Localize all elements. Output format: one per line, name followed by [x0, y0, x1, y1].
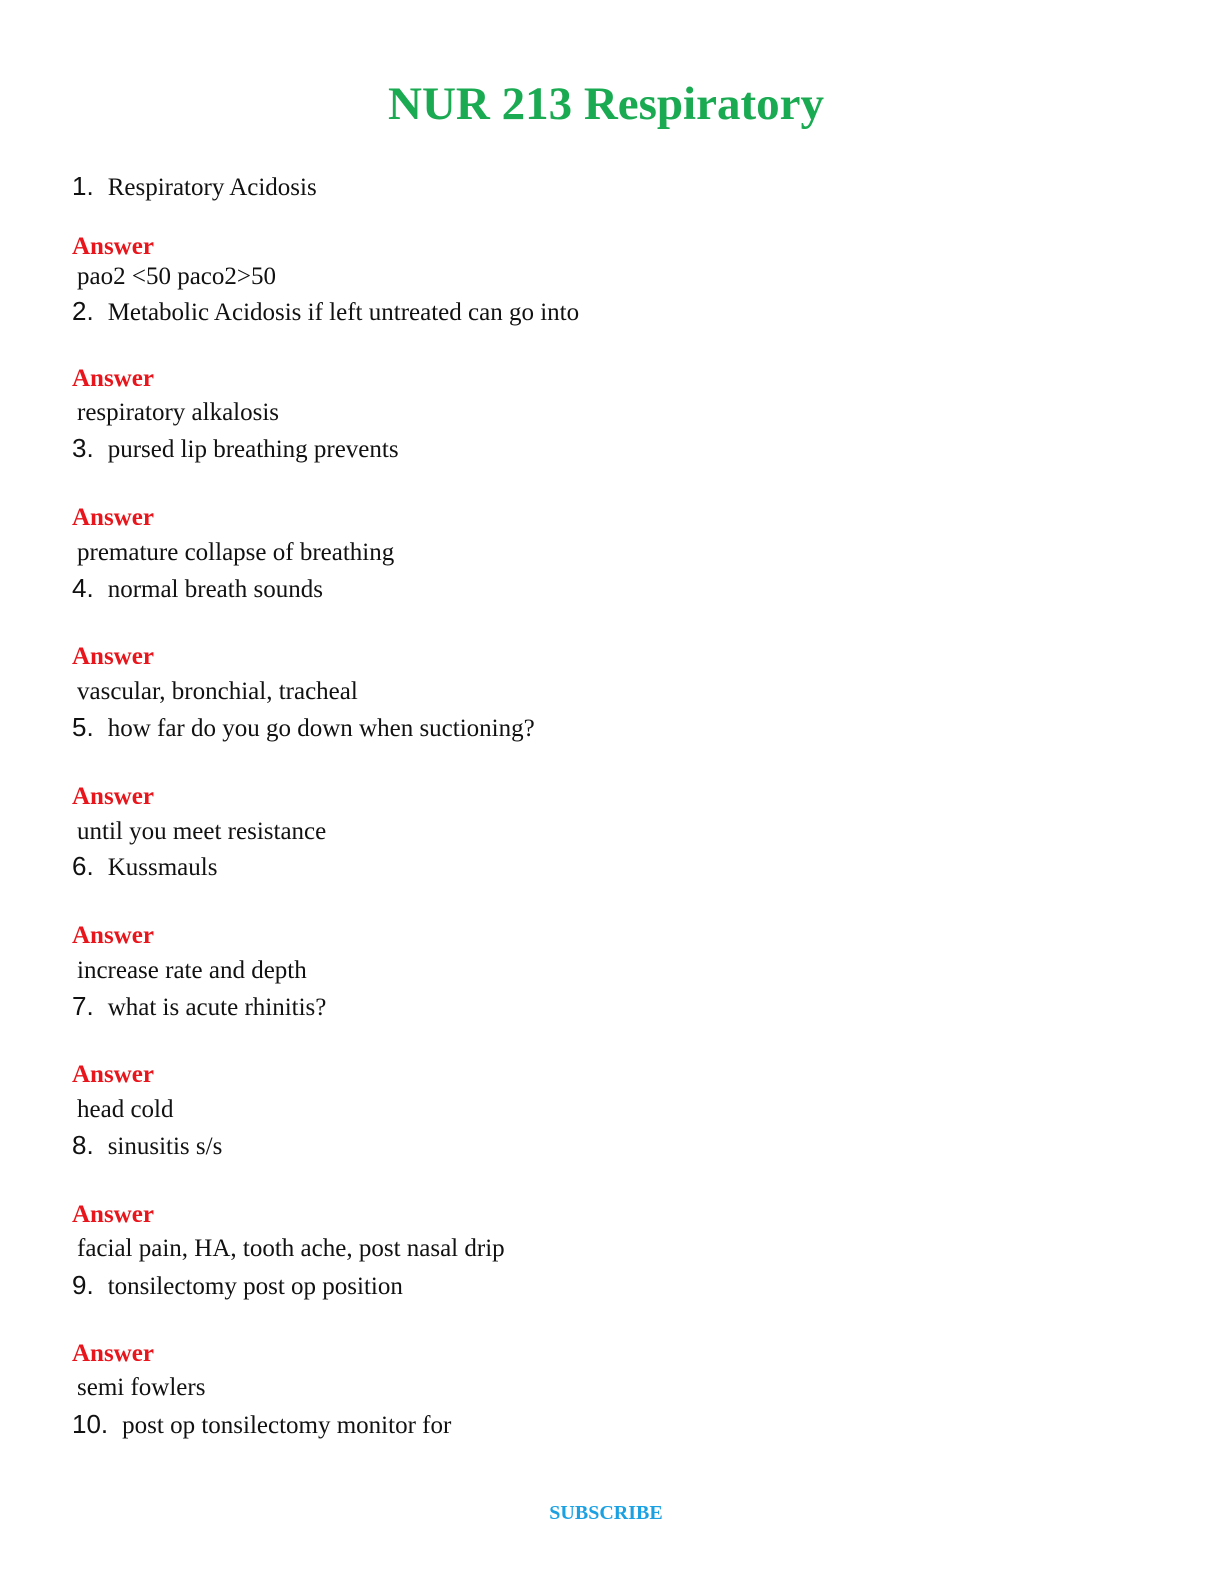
- answer-text: until you meet resistance: [77, 818, 327, 845]
- question-number: 7.: [72, 991, 94, 1021]
- answer-label: Answer: [72, 504, 154, 531]
- question-2: [72, 295, 579, 327]
- answer-label: Answer: [72, 1061, 154, 1088]
- question-text: sinusitis s/s: [107, 1133, 223, 1160]
- answer-text: respiratory alkalosis: [77, 399, 280, 426]
- question-text: Kussmauls: [107, 854, 218, 881]
- question-text: Metabolic Acidosis if left untreated can go into: [107, 299, 580, 326]
- question-4: [72, 572, 323, 604]
- question-text: pursed lip breathing prevents: [107, 436, 399, 463]
- question-number: 9.: [72, 1270, 94, 1300]
- question-number: 3.: [72, 433, 94, 463]
- answer-text: semi fowlers: [77, 1374, 206, 1401]
- question-8: [72, 1129, 222, 1161]
- answer-text: facial pain, HA, tooth ache, post nasal drip: [77, 1235, 505, 1262]
- question-6: [72, 850, 217, 882]
- question-number: 2.: [72, 296, 94, 326]
- subscribe-link[interactable]: SUBSCRIBE: [549, 1502, 663, 1524]
- question-text: tonsilectomy post op position: [107, 1273, 403, 1300]
- answer-text: pao2 <50 paco2>50: [77, 263, 276, 290]
- answer-text: premature collapse of breathing: [77, 539, 395, 566]
- question-3: [72, 432, 399, 464]
- question-1: [72, 170, 317, 202]
- question-text: how far do you go down when suctioning?: [107, 715, 535, 742]
- question-5: [72, 711, 535, 743]
- question-number: 1.: [72, 171, 94, 201]
- question-number: 5.: [72, 712, 94, 742]
- question-text: what is acute rhinitis?: [107, 994, 327, 1021]
- question-text: post op tonsilectomy monitor for: [122, 1412, 452, 1439]
- answer-label: Answer: [72, 1340, 154, 1367]
- answer-label: Answer: [72, 1201, 154, 1228]
- answer-label: Answer: [72, 922, 154, 949]
- answer-text: head cold: [77, 1096, 174, 1123]
- answer-label: Answer: [72, 233, 154, 260]
- question-10: [72, 1408, 451, 1440]
- question-7: [72, 990, 326, 1022]
- page-title: NUR 213 Respiratory: [388, 78, 824, 130]
- answer-text: increase rate and depth: [77, 957, 307, 984]
- answer-label: Answer: [72, 365, 154, 392]
- question-number: 6.: [72, 851, 94, 881]
- answer-label: Answer: [72, 643, 154, 670]
- question-text: normal breath sounds: [107, 576, 323, 603]
- question-text: Respiratory Acidosis: [107, 174, 317, 201]
- question-number: 10.: [72, 1409, 109, 1439]
- answer-label: Answer: [72, 783, 154, 810]
- answer-text: vascular, bronchial, tracheal: [77, 678, 358, 705]
- question-9: [72, 1269, 403, 1301]
- question-number: 8.: [72, 1130, 94, 1160]
- question-number: 4.: [72, 573, 94, 603]
